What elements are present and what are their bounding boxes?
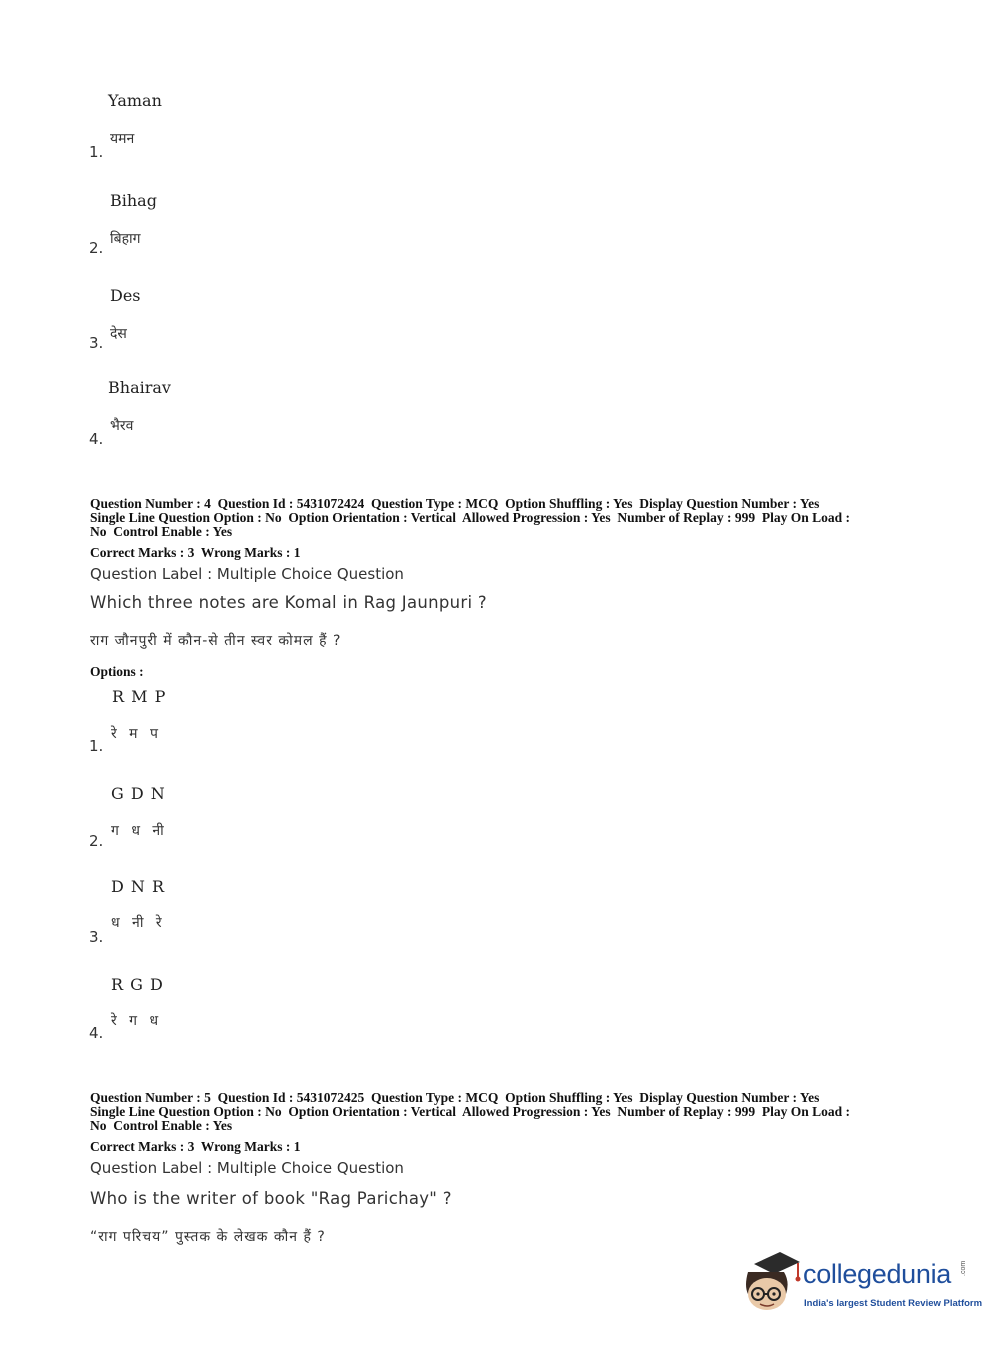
q4-label: Question Label : Multiple Choice Question — [90, 565, 404, 583]
student-mascot-icon — [740, 1250, 802, 1316]
option-1-number: 1. — [89, 143, 104, 161]
option-3-hindi: देस — [110, 326, 127, 342]
logo-tagline: India's largest Student Review Platform — [804, 1298, 983, 1309]
q5-meta-line-3: No Control Enable : Yes — [90, 1118, 233, 1133]
collegedunia-logo — [740, 1250, 983, 1320]
option-3-number: 3. — [89, 334, 104, 352]
q4-option-1-number: 1. — [89, 737, 104, 755]
q5-marks: Correct Marks : 3 Wrong Marks : 1 — [90, 1139, 301, 1154]
logo-wordmark: collegedunia — [803, 1259, 952, 1289]
logo-suffix: .com — [960, 1260, 967, 1276]
q5-label: Question Label : Multiple Choice Question — [90, 1159, 404, 1177]
q4-text-english: Which three notes are Komal in Rag Jaunpuri ? — [90, 593, 487, 612]
q4-marks: Correct Marks : 3 Wrong Marks : 1 — [90, 545, 301, 560]
q4-option-4-number: 4. — [89, 1024, 104, 1042]
q5-meta-line-1: Question Number : 5 Question Id : 5431072425 Question Type : MCQ Option Shuffling : Yes Display Question Number : Yes — [90, 1090, 820, 1105]
option-2-number: 2. — [89, 239, 104, 257]
q4-option-1-hindi: रे म प — [111, 726, 162, 742]
q4-meta-line-3: No Control Enable : Yes — [90, 524, 233, 539]
q4-option-2-number: 2. — [89, 832, 104, 850]
q4-option-2-hindi: ग ध नी — [111, 823, 168, 839]
q5-text-hindi: “राग परिचय” पुस्तक के लेखक कौन हैं ? — [90, 1229, 326, 1245]
q4-meta-line-1: Question Number : 4 Question Id : 5431072424 Question Type : MCQ Option Shuffling : Yes Display Question Number : Yes — [90, 496, 820, 511]
q4-option-4-english: R G D — [111, 975, 164, 994]
q4-option-3-number: 3. — [89, 928, 104, 946]
option-3-english: Des — [110, 286, 141, 305]
q4-meta-line-2: Single Line Question Option : No Option Orientation : Vertical Allowed Progression : Yes Number of Replay : 999 Play On Load : — [90, 510, 851, 525]
q5-meta-line-2: Single Line Question Option : No Option Orientation : Vertical Allowed Progression : Yes Number of Replay : 999 Play On Load : — [90, 1104, 851, 1119]
option-4-english: Bhairav — [108, 378, 171, 397]
q4-option-2-english: G D N — [111, 784, 166, 803]
option-1-english: Yaman — [108, 91, 162, 110]
option-2-hindi: बिहाग — [110, 231, 141, 247]
q4-option-3-hindi: ध नी रे — [111, 915, 166, 931]
option-4-hindi: भैरव — [110, 418, 134, 434]
option-2-english: Bihag — [110, 191, 157, 210]
option-1-hindi: यमन — [110, 131, 135, 147]
option-4-number: 4. — [89, 430, 104, 448]
q4-option-1-english: R M P — [112, 687, 167, 706]
q4-option-4-hindi: रे ग ध — [111, 1013, 163, 1029]
q5-text-english: Who is the writer of book "Rag Parichay" ? — [90, 1189, 452, 1208]
q4-text-hindi: राग जौनपुरी में कौन-से तीन स्वर कोमल हैं ? — [90, 633, 342, 649]
q4-option-3-english: D N R — [111, 877, 166, 896]
q4-options-heading: Options : — [90, 664, 144, 679]
